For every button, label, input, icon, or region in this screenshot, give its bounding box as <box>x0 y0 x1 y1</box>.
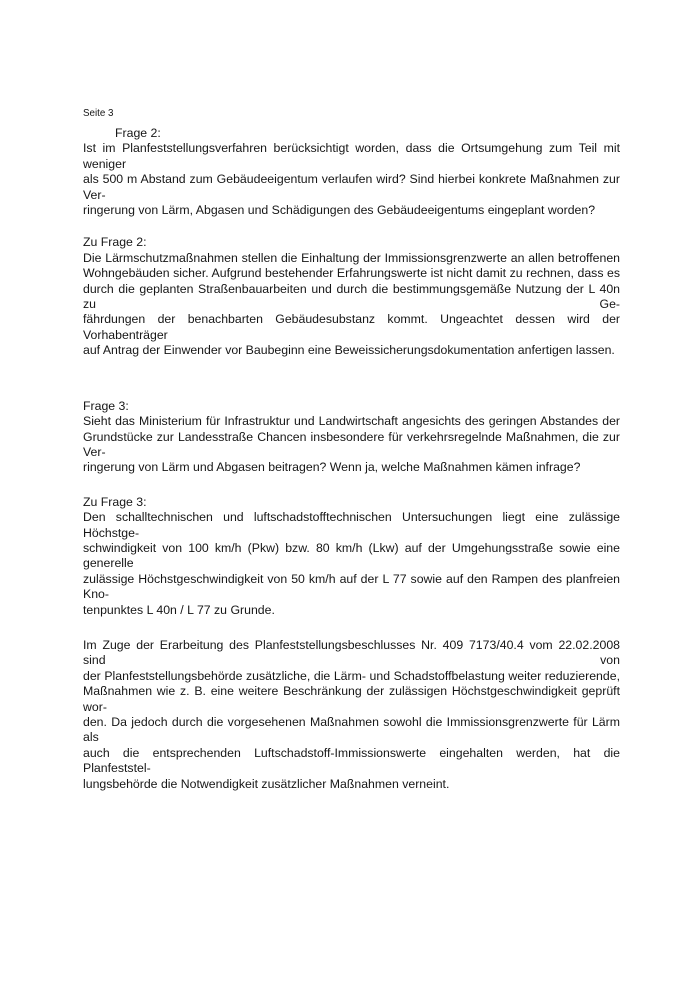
text-line: Im Zuge der Erarbeitung des Planfeststellungsbeschlusses Nr. 409 7173/40.4 vom 22.02.2008 sind von <box>83 637 620 668</box>
text-line: Wohngebäuden sicher. Aufgrund bestehender Erfahrungswerte ist nicht damit zu rechnen, dass es <box>83 266 620 281</box>
text-line: ringerung von Lärm und Abgasen beitragen? Wenn ja, welche Maßnahmen kämen infrage? <box>83 460 581 475</box>
text-line: tenpunktes L 40n / L 77 zu Grunde. <box>83 602 275 617</box>
text-column <box>83 108 620 792</box>
text-line: durch die geplanten Straßenbauarbeiten und durch die bestimmungsgemäße Nutzung der L 40n zu Ge- <box>83 281 620 312</box>
section-planfeststellung-paragraph <box>83 638 620 792</box>
text-line: als 500 m Abstand zum Gebäudeeigentum verlaufen wird? Sind hierbei konkrete Maßnahmen zur Ver- <box>83 172 620 202</box>
text-line: Sieht das Ministerium für Infrastruktur und Landwirtschaft angesichts des geringen Abstandes der <box>83 414 620 429</box>
text-line: Grundstücke zur Landesstraße Chancen insbesondere für verkehrsregelnde Maßnahmen, die zur Ver- <box>83 429 620 459</box>
text-line: fährdungen der benachbarten Gebäudesubstanz kommt. Ungeachtet dessen wird der Vorhabenträger <box>83 312 620 342</box>
text-line: lungsbehörde die Notwendigkeit zusätzlicher Maßnahmen verneint. <box>83 776 450 791</box>
section-label: Frage 2: <box>115 126 161 140</box>
section-label: Zu Frage 3: <box>83 494 147 509</box>
section-label: Frage 3: <box>83 398 129 413</box>
text-line: Den schalltechnischen und luftschadstofftechnischen Untersuchungen liegt eine zulässige Höchstge- <box>83 510 620 540</box>
text-line: zulässige Höchstgeschwindigkeit von 50 km/h auf der L 77 sowie auf den Rampen des planfreien Kno- <box>83 571 620 602</box>
text-line: Maßnahmen wie z. B. eine weitere Beschränkung der zulässigen Höchstgeschwindigkeit geprüft wor- <box>83 684 620 714</box>
text-line: auf Antrag der Einwender vor Baubeginn eine Beweissicherungsdokumentation anfertigen lassen. <box>83 343 615 358</box>
section-zu-frage-2 <box>83 235 620 358</box>
text-line: Ist im Planfeststellungsverfahren berücksichtigt worden, dass die Ortsumgehung zum Teil mit weniger <box>83 141 620 171</box>
text-line: der Planfeststellungsbehörde zusätzliche, die Lärm- und Schadstoffbelastung weiter reduzierende, <box>83 668 620 683</box>
text-line: auch die entsprechenden Luftschadstoff-Immissionswerte eingehalten werden, hat die Planfeststel- <box>83 745 620 776</box>
text-line: den. Da jedoch durch die vorgesehenen Maßnahmen sowohl die Immissionsgrenzwerte für Lärm als <box>83 715 620 745</box>
text-line: schwindigkeit von 100 km/h (Pkw) bzw. 80 km/h (Lkw) auf der Umgehungsstraße sowie eine generelle <box>83 540 620 571</box>
section-frage-2 <box>83 126 620 218</box>
section-label: Zu Frage 2: <box>83 235 147 250</box>
section-frage-3 <box>83 399 620 476</box>
text-line: ringerung von Lärm, Abgasen und Schädigungen des Gebäudeeigentums eingeplant worden? <box>83 203 596 218</box>
section-zu-frage-3 <box>83 495 620 618</box>
page-label: Seite 3 <box>83 108 114 119</box>
text-line: Die Lärmschutzmaßnahmen stellen die Einhaltung der Immissionsgrenzwerte an allen betroffenen <box>83 250 620 265</box>
